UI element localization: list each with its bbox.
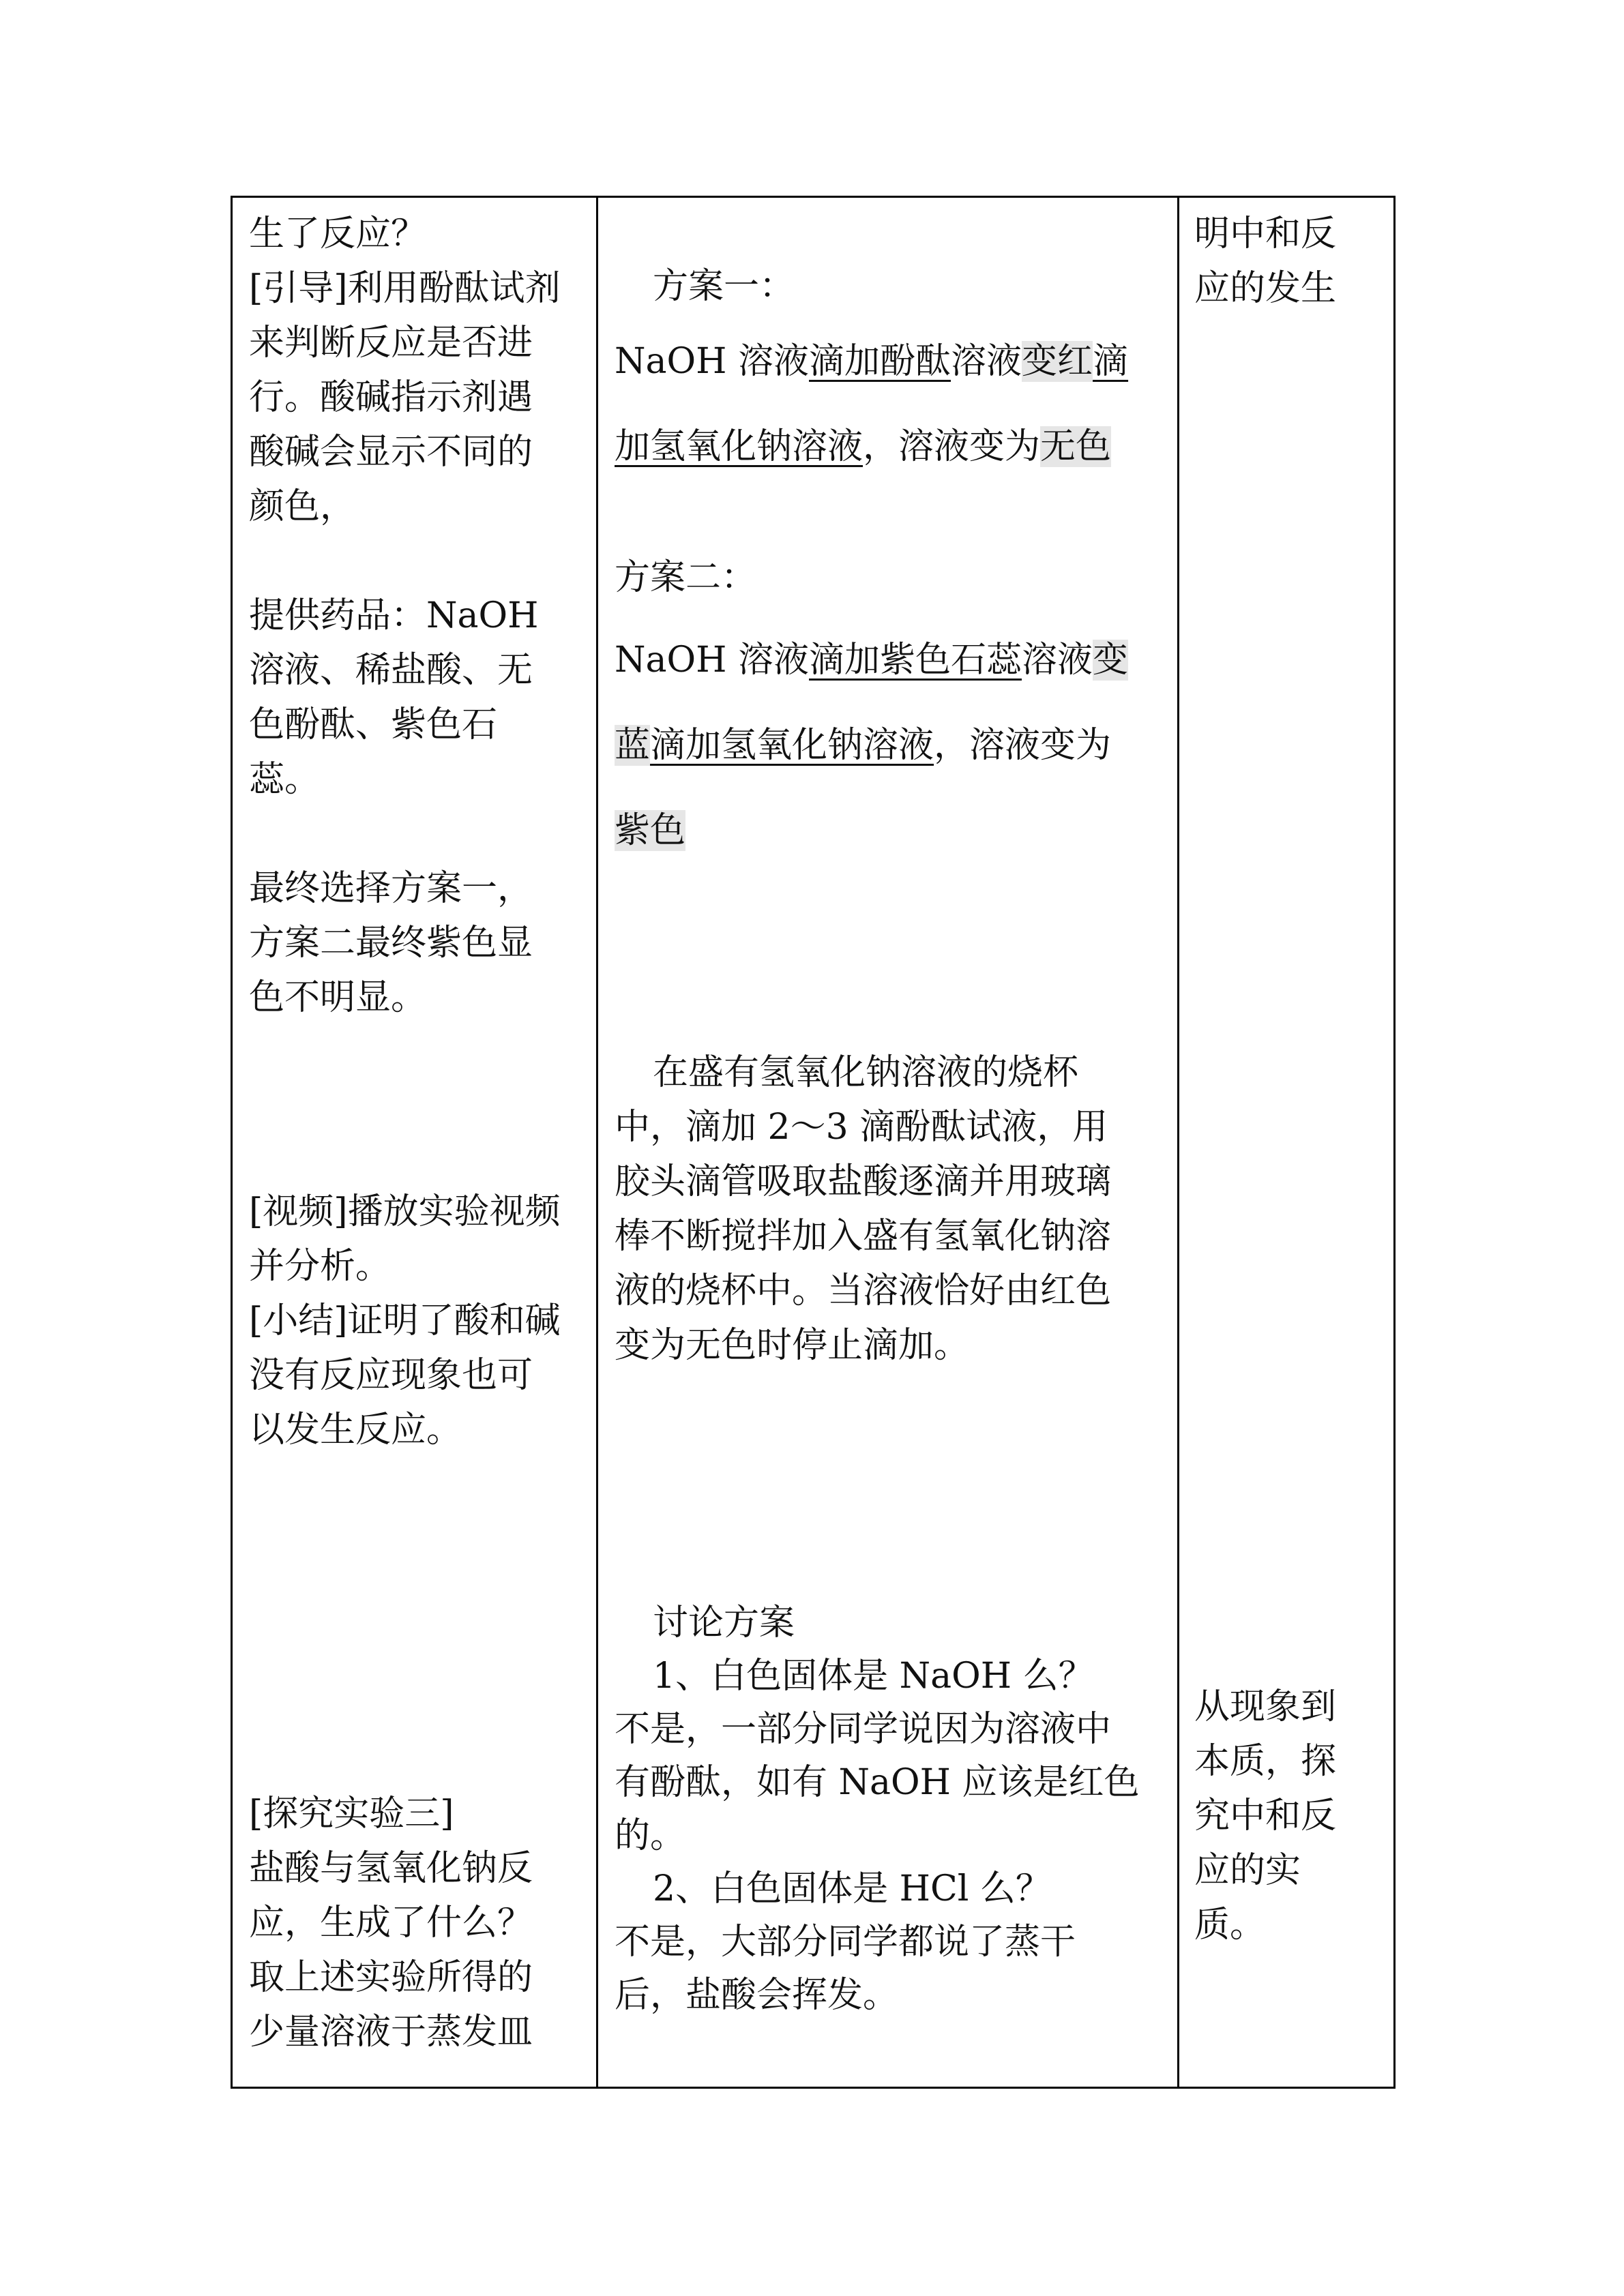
left-text-line: 盐酸与氢氧化钠反 bbox=[249, 1848, 533, 1889]
discussion-line: 不是，大部分同学都说了蒸干 bbox=[615, 1922, 1076, 1963]
left-text-line: [小结]证明了酸和碱 bbox=[249, 1300, 561, 1341]
procedure-line: 液的烧杯中。当溶液恰好由红色 bbox=[615, 1270, 1112, 1311]
discussion-line: 有酚酞，如有 NaOH 应该是红色 bbox=[615, 1762, 1140, 1803]
discussion-line: 后，盐酸会挥发。 bbox=[615, 1975, 899, 2016]
procedure-line: 胶头滴管吸取盐酸逐滴并用玻璃 bbox=[615, 1161, 1112, 1202]
left-text-line: 取上述实验所得的 bbox=[249, 1957, 533, 1998]
plan1-line1-part: 溶液 bbox=[951, 341, 1022, 382]
intent-line: 应的发生 bbox=[1194, 268, 1337, 309]
plan1-line1 bbox=[615, 334, 1128, 389]
left-text-line: 应，生成了什么？ bbox=[249, 1903, 533, 1943]
plan2-title: 方案二： bbox=[615, 557, 757, 598]
discussion-line: 的。 bbox=[615, 1815, 686, 1856]
plan1-line1-part: 滴 bbox=[1093, 341, 1129, 382]
discussion-line: 1、白色固体是 NaOH 么？ bbox=[653, 1656, 1094, 1697]
plan1-line1-part: 变红 bbox=[1022, 341, 1093, 382]
plan1-line2-part: 加氢氧化钠溶液 bbox=[615, 426, 863, 467]
procedure-line: 变为无色时停止滴加。 bbox=[615, 1325, 970, 1366]
plan1-line2-part: 无色 bbox=[1040, 426, 1112, 467]
left-text-line: 生了反应？ bbox=[249, 213, 427, 254]
left-text-line: 最终选择方案一， bbox=[249, 868, 533, 909]
procedure-line: 棒不断搅拌加入盛有氢氧化钠溶 bbox=[615, 1216, 1112, 1257]
left-text-line: 方案二最终紫色显 bbox=[249, 923, 533, 964]
left-text-line: 行。酸碱指示剂遇 bbox=[249, 377, 533, 418]
left-text-line: [视频]播放实验视频 bbox=[249, 1191, 561, 1232]
plan1-line2 bbox=[615, 419, 1111, 474]
plan1-line1-part: NaOH 溶液 bbox=[615, 341, 810, 382]
intent-line: 本质，探 bbox=[1194, 1741, 1337, 1782]
intent-line: 明中和反 bbox=[1194, 213, 1337, 254]
plan2-line1 bbox=[615, 633, 1128, 687]
intent-line: 质。 bbox=[1194, 1905, 1266, 1945]
student-activity-column bbox=[598, 198, 1179, 2087]
left-text-line: 酸碱会显示不同的 bbox=[249, 432, 533, 473]
plan2-line2-part: ，溶液变为 bbox=[934, 725, 1112, 766]
left-text-line: 没有反应现象也可 bbox=[249, 1355, 533, 1396]
plan1-line1-part: 滴加酚酞 bbox=[809, 341, 951, 382]
plan2-line2-part: 蓝 bbox=[615, 725, 651, 766]
procedure-line: 在盛有氢氧化钠溶液的烧杯 bbox=[653, 1052, 1079, 1093]
intent-line: 究中和反 bbox=[1194, 1795, 1337, 1836]
lesson-table bbox=[231, 196, 1396, 2089]
intent-line: 从现象到 bbox=[1194, 1686, 1337, 1727]
plan2-line1-part: 变 bbox=[1093, 640, 1129, 681]
intent-line: 应的实 bbox=[1194, 1850, 1301, 1891]
teacher-activity-column bbox=[233, 198, 598, 2087]
left-text-line: 并分析。 bbox=[249, 1246, 392, 1287]
left-text-line: 溶液、稀盐酸、无 bbox=[249, 650, 533, 691]
plan1-line2-part: ，溶液变为 bbox=[863, 426, 1041, 467]
left-text-line: 色不明显。 bbox=[249, 977, 427, 1018]
left-text-line: [探究实验三] bbox=[249, 1793, 454, 1834]
plan2-line3 bbox=[615, 803, 685, 858]
procedure-line: 中，滴加 2～3 滴酚酞试液，用 bbox=[615, 1107, 1108, 1148]
left-text-line: 以发生反应。 bbox=[249, 1410, 462, 1450]
plan2-line1-part: 滴加紫色石蕊 bbox=[809, 640, 1022, 681]
left-text-line: 来判断反应是否进 bbox=[249, 323, 533, 363]
discussion-line: 2、白色固体是 HCl 么？ bbox=[653, 1868, 1051, 1909]
plan2-line1-part: NaOH 溶液 bbox=[615, 640, 810, 681]
left-text-line: [引导]利用酚酞试剂 bbox=[249, 268, 561, 309]
design-intent-column bbox=[1179, 198, 1393, 2087]
left-text-line: 颜色， bbox=[249, 486, 356, 527]
plan1-title: 方案一： bbox=[653, 266, 795, 307]
plan2-line1-part: 溶液 bbox=[1022, 640, 1093, 681]
left-text-line: 蕊。 bbox=[249, 759, 321, 800]
discussion-line: 不是，一部分同学说因为溶液中 bbox=[615, 1709, 1112, 1750]
left-text-line: 提供药品：NaOH bbox=[249, 595, 539, 636]
discussion-line: 讨论方案 bbox=[653, 1602, 795, 1643]
plan2-line3-part: 紫色 bbox=[615, 810, 686, 851]
left-text-line: 少量溶液于蒸发皿 bbox=[249, 2012, 533, 2053]
plan2-line2-part: 滴加氢氧化钠溶液 bbox=[650, 725, 934, 766]
plan2-line2 bbox=[615, 718, 1111, 773]
left-text-line: 色酚酞、紫色石 bbox=[249, 704, 498, 745]
